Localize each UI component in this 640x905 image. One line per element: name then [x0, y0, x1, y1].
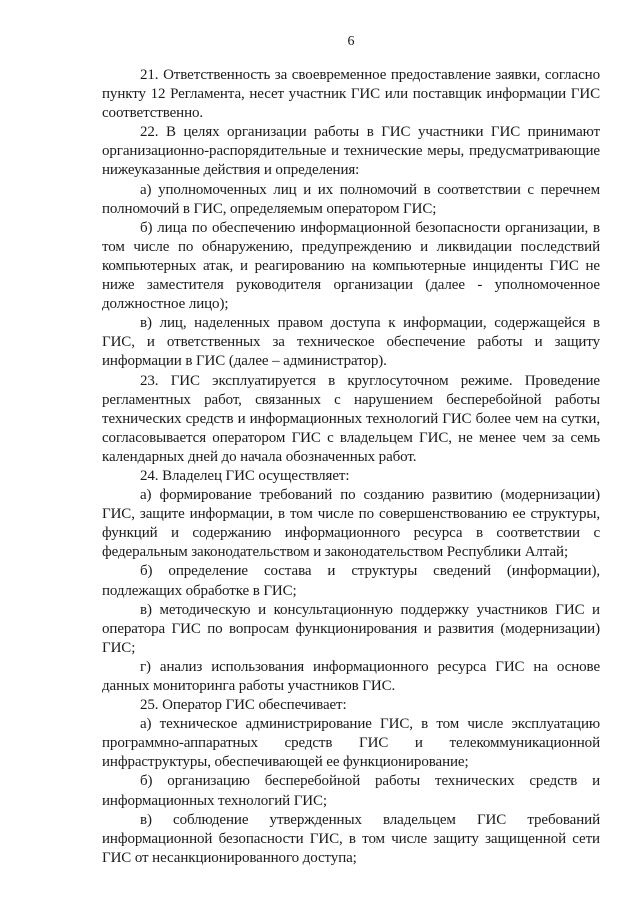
- paragraph-25-v: в) соблюдение утвержденных владельцем ГИС требований информационной безопасности ГИС, в том числе защиту защищенной сети ГИС от несанкционированного доступа;: [102, 811, 600, 866]
- paragraph-25-a: а) техническое администрирование ГИС, в том числе эксплуатацию программно-аппаратных средств ГИС и телекоммуникационной инфраструктуры, обеспечивающей ее функционирование;: [102, 716, 600, 771]
- paragraph-24: 24. Владелец ГИС осуществляет:: [140, 467, 350, 484]
- paragraph-22-a: а) уполномоченных лиц и их полномочий в соответствии с перечнем полномочий в ГИС, определяемым оператором ГИС;: [102, 181, 600, 217]
- paragraph-24-b: б) определение состава и структуры сведений (информации), подлежащих обработке в ГИС;: [102, 563, 600, 599]
- paragraph-22-b: б) лица по обеспечению информационной безопасности организации, в том числе по обнаружению, предупреждению и ликвидации последствий компьютерных атак, и реагированию на компьютерные инциденты ГИС не ниже заместителя руководителя организации (далее - уполномоченное должностное лицо);: [102, 219, 600, 313]
- paragraph-25-b: б) организацию бесперебойной работы технических средств и информационных технологий ГИС;: [102, 773, 600, 809]
- page-number: 6: [347, 34, 355, 49]
- document-body: [102, 66, 600, 868]
- paragraph-24-g: г) анализ использования информационного ресурса ГИС на основе данных мониторинга работы участников ГИС.: [102, 658, 600, 694]
- paragraph-24-v: в) методическую и консультационную поддержку участников ГИС и оператора ГИС по вопросам функционирования и развития (модернизации) ГИС;: [102, 601, 600, 656]
- paragraph-25: 25. Оператор ГИС обеспечивает:: [140, 697, 347, 714]
- paragraph-23: 23. ГИС эксплуатируется в круглосуточном режиме. Проведение регламентных работ, связанных с нарушением бесперебойной работы технических средств и информационных технологий ГИС более чем на сутки, согласовывается оператором ГИС с владельцем ГИС, не менее чем за семь календарных дней до начала обозначенных работ.: [102, 372, 600, 465]
- paragraph-22-v: в) лиц, наделенных правом доступа к информации, содержащейся в ГИС, и ответственных за техническое обеспечение работы и защиту информации в ГИС (далее – администратор).: [102, 315, 600, 370]
- paragraph-21: 21. Ответственность за своевременное предоставление заявки, согласно пункту 12 Регламента, несет участник ГИС или поставщик информации ГИС соответственно.: [102, 67, 600, 122]
- paragraph-22: 22. В целях организации работы в ГИС участники ГИС принимают организационно-распорядительные и технические меры, предусматривающие нижеуказанные действия и определения:: [102, 124, 600, 179]
- paragraph-24-a: а) формирование требований по созданию развитию (модернизации) ГИС, защите информации, в том числе по совершенствованию ее структуры, функций и содержанию информационного ресурса в соответствии с федеральным законодательством и законодательством Республики Алтай;: [102, 487, 600, 561]
